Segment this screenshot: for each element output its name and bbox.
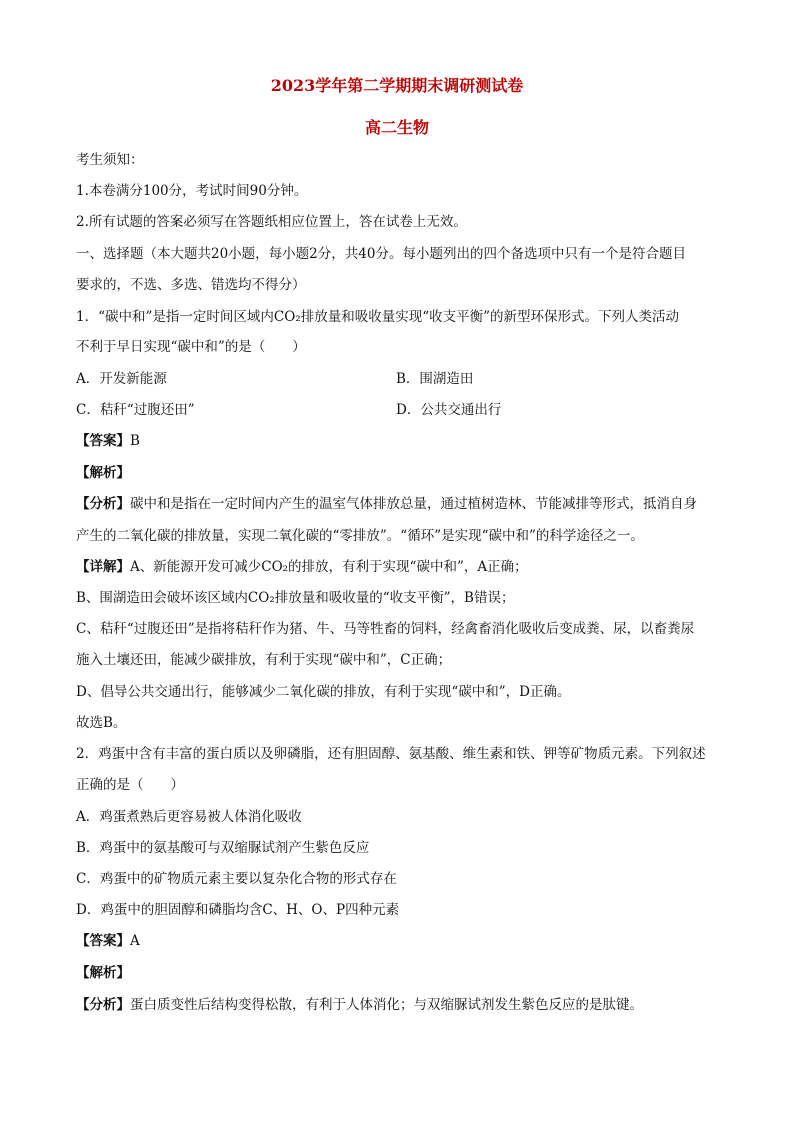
fenxi-tag: 【分析】 xyxy=(76,496,130,512)
question-2-option-b: B．鸡蛋中的氨基酸可与双缩脲试剂产生紫色反应 xyxy=(76,840,370,856)
fenxi-text: 蛋白质变性后结构变得松散，有利于人体消化；与双缩脲试剂发生紫色反应的是肽键。 xyxy=(130,997,643,1013)
question-1-option-a: A．开发新能源 xyxy=(76,371,167,387)
question-2-answer xyxy=(76,932,140,950)
question-1-detail-d: D、倡导公共交通出行，能够减少二氧化碳的排放，有利于实现“碳中和”，D正确。 xyxy=(76,684,571,700)
question-2-option-a: A．鸡蛋煮熟后更容易被人体消化吸收 xyxy=(76,809,302,825)
answer-value: B xyxy=(130,433,140,449)
notice-heading: 考生须知： xyxy=(76,152,144,168)
notice-item: 2.所有试题的答案必须写在答题纸相应位置上，答在试卷上无效。 xyxy=(76,214,467,230)
detail-text: A、新能源开发可减少CO₂的排放，有利于实现“碳中和”，A正确； xyxy=(130,559,528,575)
question-1-detail-c: C、秸秆“过腹还田”是指将秸秆作为猪、牛、马等牲畜的饲料，经禽畜消化吸收后变成粪、尿，以畜粪尿 xyxy=(76,621,695,637)
question-1-fenxi xyxy=(76,495,697,513)
question-1-stem-cont: 不利于早日实现“碳中和”的是（ ） xyxy=(76,339,306,355)
question-1-fenxi-cont: 产生的二氧化碳的排放量，实现二氧化碳的“零排放”。“循环”是实现“碳中和”的科学途径之一。 xyxy=(76,528,644,544)
analysis-tag: 【解析】 xyxy=(76,965,130,981)
analysis-tag: 【解析】 xyxy=(76,465,130,481)
exam-subject: 高二生物 xyxy=(364,118,429,137)
question-2-option-d: D．鸡蛋中的胆固醇和磷脂均含C、H、O、P四种元素 xyxy=(76,902,400,918)
question-2-stem-cont: 正确的是（ ） xyxy=(76,777,184,793)
question-2-analysis-tag xyxy=(76,964,130,982)
fenxi-tag: 【分析】 xyxy=(76,997,130,1013)
question-1-stem: 1．“碳中和”是指一定时间区域内CO₂排放量和吸收量实现“收支平衡”的新型环保形式。下列人类活动 xyxy=(76,309,680,325)
question-2-fenxi xyxy=(76,996,643,1014)
notice-item: 1.本卷满分100分，考试时间90分钟。 xyxy=(76,183,308,199)
question-1-option-d: D．公共交通出行 xyxy=(396,402,502,418)
question-1-detail-b: B、围湖造田会破坏该区域内CO₂排放量和吸收量的“收支平衡”，B错误； xyxy=(76,590,515,606)
question-1-option-c: C．秸秆“过腹还田” xyxy=(76,402,195,418)
answer-value: A xyxy=(130,933,140,949)
question-1-answer xyxy=(76,432,140,450)
answer-tag: 【答案】 xyxy=(76,933,130,949)
question-1-detail-c-cont: 施入土壤还田，能减少碳排放，有利于实现“碳中和”，C正确； xyxy=(76,652,452,668)
question-1-option-b: B．围湖造田 xyxy=(396,371,474,387)
detail-tag: 【详解】 xyxy=(76,559,130,575)
answer-tag: 【答案】 xyxy=(76,433,130,449)
exam-title: 2023学年第二学期期末调研测试卷 xyxy=(270,76,524,95)
question-1-detail xyxy=(76,558,528,576)
question-1-analysis-tag xyxy=(76,464,130,482)
question-2-stem: 2．鸡蛋中含有丰富的蛋白质以及卵磷脂，还有胆固醇、氨基酸、维生素和铁、钾等矿物质元素。下列叙述 xyxy=(76,746,706,762)
section-instructions-cont: 要求的，不选、多选、错选均不得分） xyxy=(76,277,306,293)
question-2-option-c: C．鸡蛋中的矿物质元素主要以复杂化合物的形式存在 xyxy=(76,871,397,887)
question-1-conclusion: 故选B。 xyxy=(76,715,127,731)
section-instructions: 一、选择题（本大题共20小题，每小题2分，共40分。每小题列出的四个备选项中只有一个是符合题目 xyxy=(76,246,686,262)
fenxi-text: 碳中和是指在一定时间内产生的温室气体排放总量，通过植树造林、节能减排等形式，抵消自身 xyxy=(130,496,697,512)
